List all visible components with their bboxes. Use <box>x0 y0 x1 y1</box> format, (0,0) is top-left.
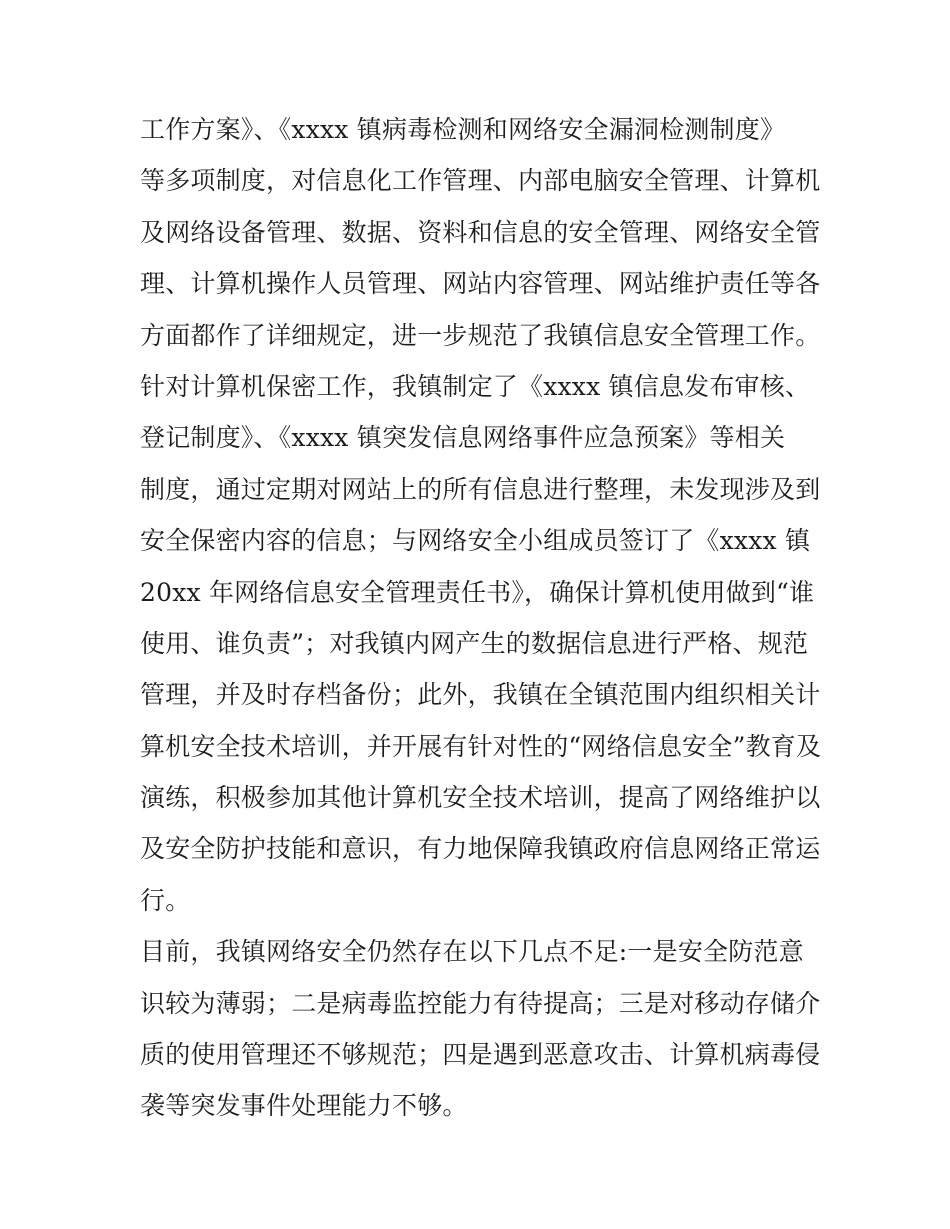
text-line: 质的使用管理还不够规范；四是遇到恶意攻击、计算机病毒侵 <box>140 1040 821 1070</box>
text-line: 方面都作了详细规定，进一步规范了我镇信息安全管理工作。 <box>140 320 821 350</box>
text-line: 识较为薄弱；二是病毒监控能力有待提高；三是对移动存储介 <box>140 988 821 1018</box>
text-line: 及安全防护技能和意识，有力地保障我镇政府信息网络正常运 <box>140 834 821 864</box>
text-line: 算机安全技术培训，并开展有针对性的“网络信息安全”教育及 <box>140 731 822 761</box>
text-line: 目前，我镇网络安全仍然存在以下几点不足:一是安全防范意 <box>140 937 804 967</box>
text-line: 理、计算机操作人员管理、网站内容管理、网站维护责任等各 <box>140 269 821 299</box>
body-text <box>140 104 820 1132</box>
text-line: 登记制度》、《xxxx 镇突发信息网络事件应急预案》等相关 <box>140 423 786 453</box>
text-line: 工作方案》、《xxxx 镇病毒检测和网络安全漏洞检测制度》 <box>140 115 786 144</box>
text-line: 及网络设备管理、数据、资料和信息的安全管理、网络安全管 <box>140 217 821 247</box>
text-line: 等多项制度，对信息化工作管理、内部电脑安全管理、计算机 <box>140 166 821 196</box>
text-line: 制度，通过定期对网站上的所有信息进行整理，未发现涉及到 <box>140 474 821 504</box>
text-line: 袭等突发事件处理能力不够。 <box>140 1091 468 1121</box>
text-line: 行。 <box>140 885 191 915</box>
text-line: 管理，并及时存档备份；此外，我镇在全镇范围内组织相关计 <box>140 680 821 710</box>
text-line: 演练，积极参加其他计算机安全技术培训，提高了网络维护以 <box>140 783 821 813</box>
text-line: 针对计算机保密工作，我镇制定了《xxxx 镇信息发布审核、 <box>140 371 811 401</box>
text-line: 20xx 年网络信息安全管理责任书》，确保计算机使用做到“谁 <box>140 577 815 607</box>
text-line: 安全保密内容的信息；与网络安全小组成员签订了《xxxx 镇 <box>140 526 811 556</box>
text-line: 使用、谁负责”；对我镇内网产生的数据信息进行严格、规范 <box>140 628 809 658</box>
